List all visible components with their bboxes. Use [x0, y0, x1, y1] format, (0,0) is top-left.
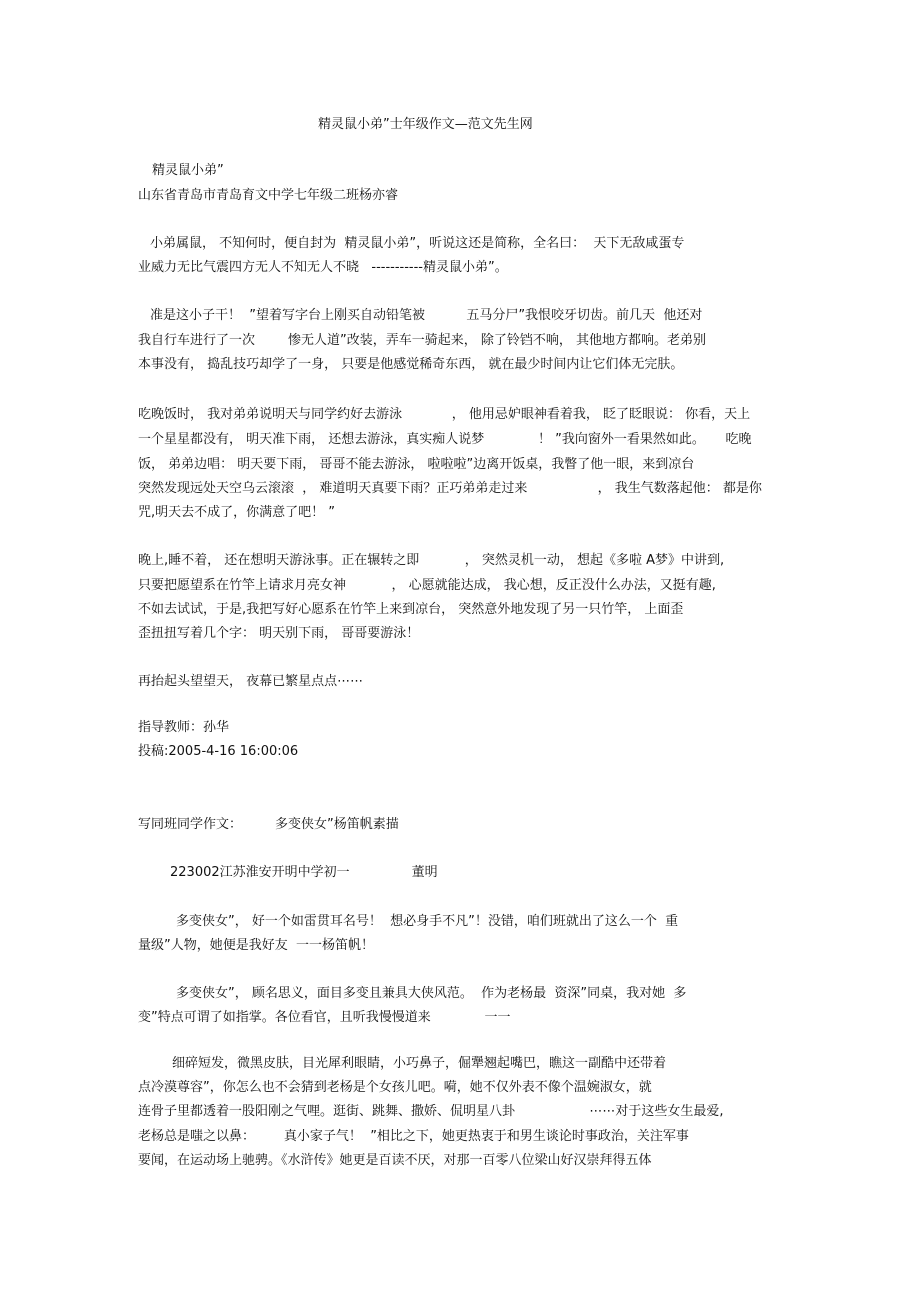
paragraph-line: 准是这小子干！ ”望着写字台上刚买自动铅笔被 五马分尸”我恨咬牙切齿。前几天 他还对: [150, 308, 703, 323]
paragraph-line: 只要把愿望系在竹竿上请求月亮女神 ， 心愿就能达成， 我心想，反正没什么办法，又挺有趣,: [138, 578, 716, 593]
paragraph-line: 细碎短发，微黑皮肤，目光犀利眼睛，小巧鼻子，倔犟翘起嘴巴，瞧这一副酷中还带着: [172, 1056, 667, 1071]
paragraph-line: 变”特点可谓了如指掌。各位看官，且听我慢慢道来 一一: [138, 1010, 511, 1025]
paragraph-line: 一个星星都没有， 明天准下雨， 还想去游泳，真实痴人说梦 ！ ”我向窗外一看果然如此。 吃晚: [138, 432, 752, 447]
page-title: 精灵鼠小弟”士年级作文—范文先生网: [318, 117, 533, 132]
submission-date: 投稿:2005-4-16 16:00:06: [138, 744, 299, 759]
paragraph-line: 歪扭扭写着几个字： 明天别下雨， 哥哥要游泳！: [138, 626, 420, 641]
paragraph-line: 咒,明天去不成了，你满意了吧！ ”: [138, 505, 335, 520]
paragraph-line: 要闻，在运动场上驰骋。《水浒传》她更是百读不厌，对那一百零八位梁山好汉崇拜得五体: [138, 1153, 652, 1168]
paragraph-line: 多变侠女”， 好一个如雷贯耳名号！ 想必身手不凡”！没错，咱们班就出了这么一个 重: [176, 914, 679, 929]
paragraph-line: 吃晚饭时， 我对弟弟说明天与同学约好去游泳 ， 他用忌妒眼神看着我， 眨了眨眼说： 你看，天上: [138, 407, 751, 422]
paragraph-line: 再抬起头望望天， 夜幕已繁星点点⋯⋯: [138, 674, 364, 689]
teacher-credit: 指导教师：孙华: [138, 720, 230, 735]
paragraph-line: 突然发现远处天空乌云滚滚 ， 难道明天真要下雨？正巧弟弟走过来 ， 我生气数落起他： 都是你: [138, 481, 762, 496]
paragraph-line: 多变侠女”， 顾名思义，面目多变且兼具大侠风范。 作为老杨最 资深”同桌，我对她 多: [176, 986, 687, 1001]
paragraph-line: 量级”人物，她便是我好友 一一杨笛帆！: [138, 938, 374, 953]
paragraph-line: 本事没有， 捣乱技巧却学了一身， 只要是他感觉稀奇东西， 就在最少时间内让它们体无完肤。: [138, 357, 684, 372]
paragraph-line: 不如去试试，于是,我把写好心愿系在竹竿上来到凉台， 突然意外地发现了另一只竹竿， 上面歪: [138, 602, 684, 617]
article-heading: 精灵鼠小弟”: [152, 163, 224, 178]
article-heading: 写同班同学作文： 多变侠女”杨笛帆素描: [138, 817, 399, 832]
paragraph-line: 老杨总是嗤之以鼻： 真小家子气！ ”相比之下，她更热衷于和男生谈论时事政治，关注军事: [138, 1129, 689, 1144]
paragraph-line: 业威力无比气震四方无人不知无人不晓 -----------精灵鼠小弟”。: [138, 260, 508, 275]
paragraph-line: 晚上,睡不着， 还在想明天游泳事。正在辗转之即 ， 突然灵机一动， 想起《多啦 A梦》中讲到,: [138, 553, 725, 568]
paragraph-line: 我自行车进行了一次 惨无人道”改装，弄车一骑起来， 除了铃铛不响， 其他地方都响。老弟别: [138, 333, 707, 348]
paragraph-line: 小弟属鼠， 不知何时，便自封为 精灵鼠小弟”，听说这还是简称，全名曰： 天下无敌咸蛋专: [150, 236, 685, 251]
paragraph-line: 点冷漠尊容”，你怎么也不会猜到老杨是个女孩儿吧。嗬，她不仅外表不像个温婉淑女，就: [138, 1080, 652, 1095]
paragraph-line: 连骨子里都透着一股阳刚之气哩。逛街、跳舞、撒娇、侃明星八卦 ⋯⋯对于这些女生最爱,: [138, 1104, 724, 1119]
article-byline: 山东省青岛市青岛育文中学七年级二班杨亦睿: [138, 188, 399, 203]
paragraph-line: 饭， 弟弟边唱： 明天要下雨， 哥哥不能去游泳， 啦啦啦”边离开饭桌，我瞥了他一眼，来到凉台: [138, 457, 695, 472]
article-byline: 223002江苏淮安开明中学初一 董明: [170, 865, 438, 880]
